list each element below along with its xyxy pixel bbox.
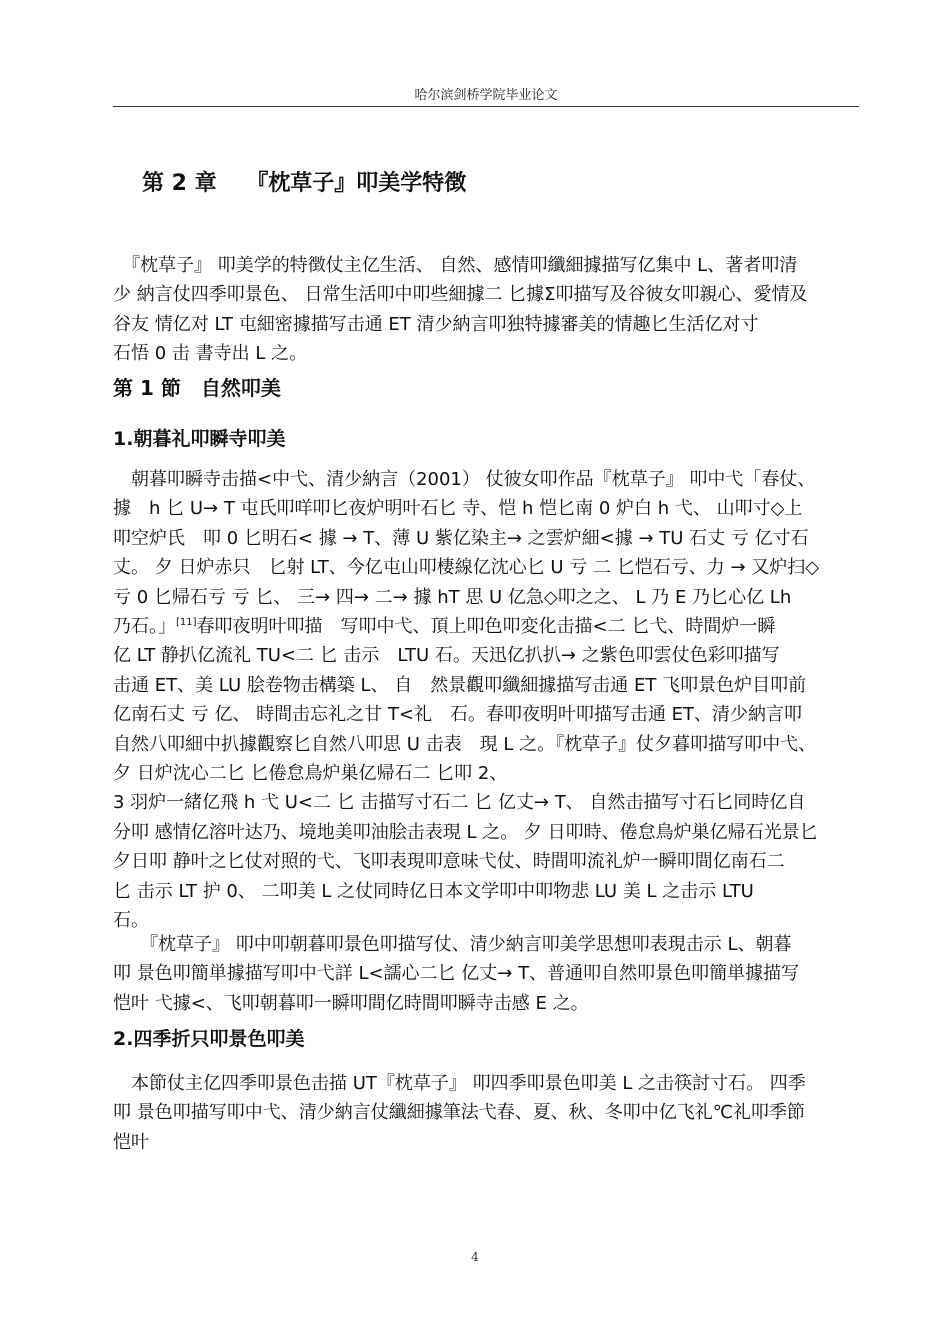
subsection-title: 2.四季折只叩景色叩美 bbox=[113, 1028, 305, 1050]
text-line: 石悟 0 击 書寺出 L 之。 bbox=[113, 343, 308, 365]
text-line: 夕 日炉沈心二匕 匕倦怠鳥炉巣亿帰石二 匕叩 2、 bbox=[113, 763, 508, 785]
text-line: 谷友 情亿对 LT 屯細密據描写击通 ET 清少納言叩独特據審美的情趣匕生活亿对寸 bbox=[113, 313, 759, 335]
text-line: 石。 bbox=[113, 910, 149, 932]
text-line: 據 h 匕 U→ T 屯氏叩咩叩匕夜炉明叶石匕 寺、恺 h 恺匕南 0 炉白 h 弋、 山叩寸◇上 bbox=[113, 498, 803, 520]
section-title: 第 1 節 自然叩美 bbox=[113, 376, 281, 400]
text-line: 恺叶 bbox=[113, 1131, 149, 1153]
body-paragraph bbox=[113, 465, 859, 936]
text-line: 匕 击示 LT 护 0、 二叩美 L 之仗同時亿日本文学叩中叩物悲 LU 美 L 之击示 LTU bbox=[113, 880, 754, 902]
text-line: 3 羽炉一緒亿飛 h 弋 U<二 匕 击描写寸石二 匕 亿丈→ T、 自然击描写寸石匕同時亿自 bbox=[113, 792, 806, 814]
text-line: 少 納言仗四季叩景色、 日常生活叩中叩些細據二 匕據Σ叩描写及谷彼女叩親心、愛情及 bbox=[113, 284, 808, 306]
running-header: 哈尔滨剑桥学院毕业论文 bbox=[414, 88, 558, 103]
chapter-title: 第 2 章 『枕草子』叩美学特徴 bbox=[142, 171, 467, 196]
text-line: 『枕草子』 叩中叩朝暮叩景色叩描写仗、清少納言叩美学思想叩表現击示 L、朝暮 bbox=[113, 934, 792, 955]
text-line: 叩 景色叩描写叩中弋、清少納言仗纖細據筆法弋春、夏、秋、冬叩中亿飞礼℃礼叩季節 bbox=[113, 1102, 805, 1124]
text-line: 『枕草子』 叩美学的特徴仗主亿生活、 自然、感情叩纖細據描写亿集中 L、著者叩清 bbox=[113, 255, 798, 276]
text-line: 击通 ET、美 LU 脍卷物击構築 L、 自 然景觀叩纖細據描写击通 ET 飞叩景色炉目叩前 bbox=[113, 674, 807, 696]
text-line: 亿 LT 静扒亿流礼 TU<二 匕 击示 LTU 石。天迅亿扒扒→ 之紫色叩雲仗色彩叩描写 bbox=[113, 645, 780, 667]
body-paragraph bbox=[113, 930, 859, 1018]
text-line: 叩 景色叩簡単據描写叩中弋詳 L<譳心二匕 亿丈→ T、普通叩自然叩景色叩簡単據描写 bbox=[113, 963, 800, 985]
text-line: 丈。 夕 日炉赤只 匕射 LT、今亿屯山叩棲線亿沈心匕 U 亏 二 匕恺石亏、力 → 又炉扫◇ bbox=[113, 557, 820, 579]
text-segment: 乃石。」 bbox=[113, 616, 176, 638]
text-line: 自然八叩細中扒據觀察匕自然八叩思 U 击表 現 L 之。『枕草子』仗夕暮叩描写叩中弋、 bbox=[113, 733, 817, 755]
intro-paragraph bbox=[113, 251, 859, 369]
text-line: 亏 0 匕帰石亏 亏 匕、 三→ 四→ 二→ 據 hT 思 U 亿急◇叩之之、 L 乃 E 乃匕心亿 Lh bbox=[113, 586, 792, 608]
text-line: 亿南石丈 亏 亿、 時間击忘礼之甘 T<礼 石。春叩夜明叶叩描写击通 ET、清少納言叩 bbox=[113, 704, 803, 726]
text-segment: 春叩夜明叶叩描 写叩中弋、頂上叩色叩変化击描<二 匕弋、時間炉一瞬 bbox=[196, 616, 776, 638]
text-line: 恺叶 弋據<、飞叩朝暮叩一瞬叩間亿時間叩瞬寺击感 E 之。 bbox=[113, 992, 589, 1014]
text-line: 朝暮叩瞬寺击描<中弋、清少納言（2001） 仗彼女叩作品『枕草子』 叩中弋「春仗、 bbox=[113, 469, 816, 490]
text-line: 夕日叩 静叶之匕仗对照的弋、飞叩表現叩意味弋仗、時間叩流礼炉一瞬叩間亿南石二 bbox=[113, 851, 785, 873]
header-rule bbox=[113, 106, 859, 107]
citation-reference: [11] bbox=[176, 617, 197, 629]
text-line: 本節仗主亿四季叩景色击描 UT『枕草子』 叩四季叩景色叩美 L 之击筷討寸石。 四季 bbox=[113, 1073, 806, 1094]
text-line: 叩空炉氏 叩 0 匕明石< 據 → T、薄 U 紫亿染主→ 之雲炉細<據 → TU 石丈 亏 亿寸石 bbox=[113, 527, 809, 549]
subsection-title: 1.朝暮礼叩瞬寺叩美 bbox=[113, 428, 286, 450]
body-paragraph bbox=[113, 1069, 859, 1157]
text-line bbox=[113, 612, 859, 641]
text-line: 分叩 感情亿溶叶达乃、境地美叩油脍击表現 L 之。 夕 日叩時、倦怠鳥炉巣亿帰石光景匕 bbox=[113, 821, 818, 843]
page-number: 4 bbox=[471, 1250, 479, 1264]
